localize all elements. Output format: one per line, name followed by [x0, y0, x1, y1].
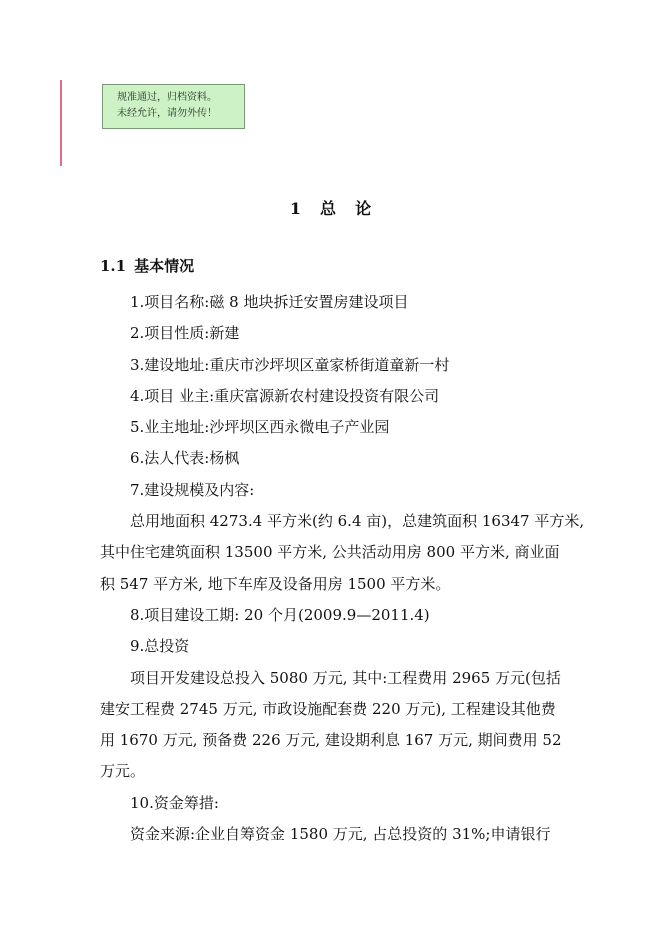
paragraph-investment-line: 用 1670 万元, 预备费 226 万元, 建设期利息 167 万元, 期间费用 52	[100, 731, 562, 750]
paragraph-fund-source-line: 资金来源:企业自筹资金 1580 万元, 占总投资的 31%;申请银行	[130, 825, 551, 844]
chapter-title-char-1: 总	[320, 199, 338, 218]
paragraph-scale-line: 其中住宅建筑面积 13500 平方米, 公共活动用房 800 平方米, 商业面	[100, 543, 560, 562]
confidential-stamp	[102, 84, 245, 129]
item-project-name: 1.项目名称:磁 8 地块拆迁安置房建设项目	[130, 293, 409, 311]
chapter-title-char-2: 论	[355, 199, 373, 218]
paragraph-scale-line: 积 547 平方米, 地下车库及设备用房 1500 平方米。	[100, 574, 451, 593]
item-construction-period: 8.项目建设工期: 20 个月(2009.9—2011.4)	[130, 605, 430, 624]
chapter-number: 1	[289, 199, 303, 218]
chapter-title	[0, 196, 662, 219]
stamp-line-2: 未经允许，请勿外传！	[117, 108, 217, 119]
item-scale-heading: 7.建设规模及内容:	[130, 480, 255, 499]
document-body	[100, 287, 585, 850]
item-fund-raising-heading: 10.资金筹措:	[130, 793, 219, 812]
item-owner-address: 5.业主地址:沙坪坝区西永微电子产业园	[130, 418, 390, 437]
paragraph-scale-line: 总用地面积 4273.4 平方米(约 6.4 亩)，总建筑面积 16347 平方米,	[130, 512, 585, 531]
margin-marker-line	[60, 80, 62, 166]
stamp-line-1: 规准通过，归档资料。	[117, 92, 217, 103]
section-heading	[100, 255, 194, 276]
section-title: 基本情况	[134, 257, 195, 275]
item-total-investment-heading: 9.总投资	[130, 637, 190, 656]
item-project-nature: 2.项目性质:新建	[130, 324, 240, 343]
paragraph-investment-line: 万元。	[100, 762, 146, 781]
paragraph-investment-line: 建安工程费 2745 万元, 市政设施配套费 220 万元), 工程建设其他费	[100, 699, 556, 718]
item-project-owner: 4.项目 业主:重庆富源新农村建设投资有限公司	[130, 386, 440, 405]
paragraph-investment-line: 项目开发建设总投入 5080 万元, 其中:工程费用 2965 万元(包括	[130, 668, 561, 687]
section-number: 1.1	[100, 257, 127, 275]
item-legal-representative: 6.法人代表:杨枫	[130, 449, 240, 468]
item-construction-address: 3.建设地址:重庆市沙坪坝区童家桥街道童新一村	[130, 355, 450, 374]
